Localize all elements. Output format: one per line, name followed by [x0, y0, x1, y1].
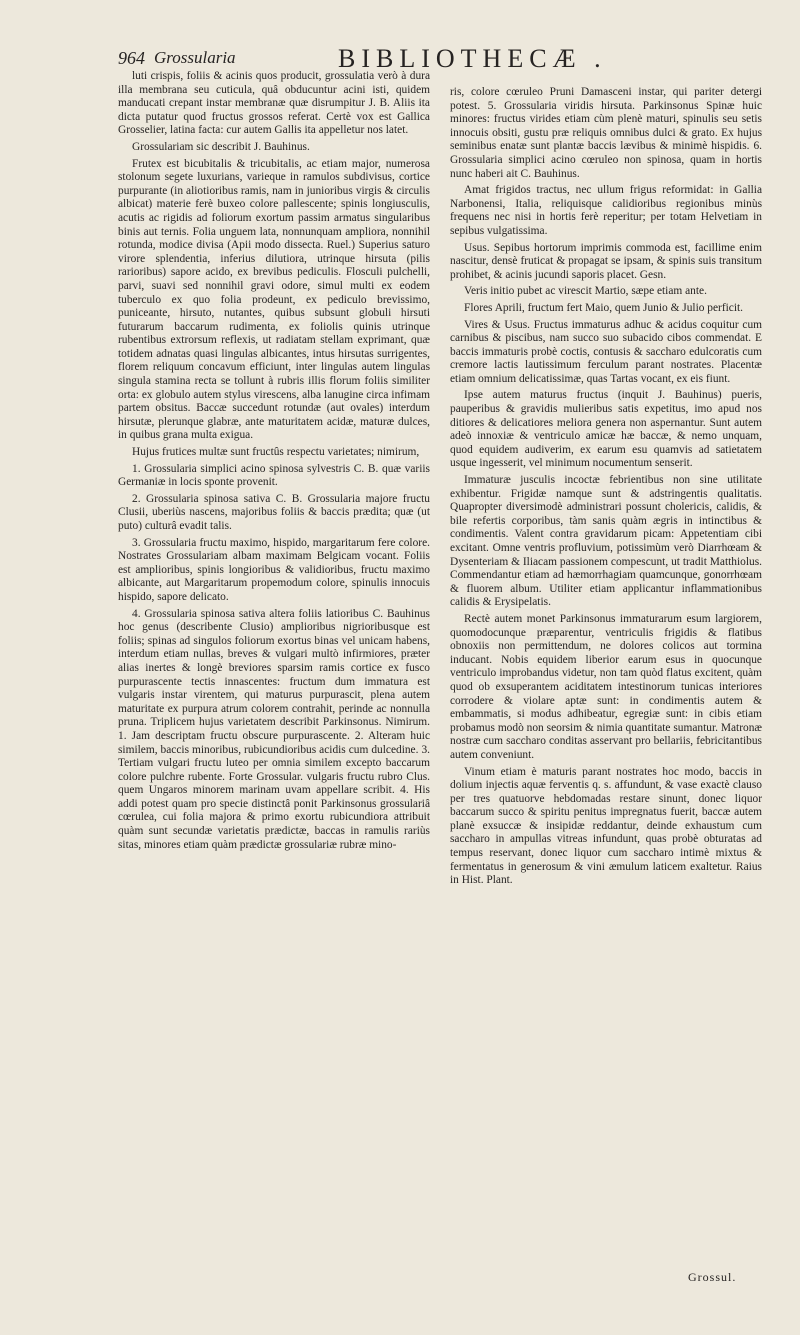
paragraph: 2. Grossularia spinosa sativa C. B. Grossularia majore fructu Clusii, uberiùs nascens, majoribus foliis & baccis prædita; quæ (ut puto) culturâ evadit talis.: [118, 492, 430, 532]
paragraph: Vires & Usus. Fructus immaturus adhuc & acidus coquitur cum carnibus & piscibus, nam succo suo subacido cibos commendat. E baccis immaturis probè coctis, contusis & saccharo edulcoratis cum cremore lactis lautissimum ferculum parant nostrates. Placentæ etiam omnium delicatissimæ, quas Tartas vocant, ex eis fiunt.: [450, 318, 762, 385]
paragraph: Veris initio pubet ac virescit Martio, sæpe etiam ante.: [464, 285, 707, 298]
left-column: [118, 70, 430, 855]
running-head: Grossularia: [154, 48, 236, 67]
catchword: Grossul.: [688, 1270, 737, 1284]
paragraph: ris, colore cœruleo Pruni Damasceni instar, qui pariter detergi potest. 5. Grossularia viridis hirsuta. Parkinsonus Spinæ huic minores: fructus virides etiam cùm plenè maturi, spinulis seu setis innocuis obsiti, gustu præ reliquis omnibus dulci & grato. Ex hujus seminibus enatæ sunt plantæ baccis lævibus & minimè hispidis. 6. Grossularia simplici acino cœruleo non spinosa, quam in hortis nunc haberi ait C. Bauhinus.: [450, 86, 762, 180]
paragraph: Usus. Sepibus hortorum imprimis commoda est, facillime enim nascitur, densè fruticat & propagat se ipsam, & spinis suis transitum prohibet, & acinis jucundi saporis placet. Gesn.: [450, 241, 762, 281]
right-column: [450, 86, 762, 891]
paragraph: Vinum etiam è maturis parant nostrates hoc modo, baccis in dolium injectis aquæ ferventis q. s. affundunt, & vase exactè clauso per tres quatuorve hebdomadas restare sinunt, donec liquor baccarum succo & spiritu penitus impregnatus fuerit, baccæ autem planè exsuccæ & insipidæ reddantur, deinde exhaustum cum saccharo in ampullas vitreas infundunt, quas probè obturatas ad tempus reservant, donec liquor cum saccharo intimè mixtus & fermentatus in generosum & vini æmulum laticem exaltetur. Raius in Hist. Plant.: [450, 765, 762, 887]
paragraph: Immaturæ jusculis incoctæ febrientibus non sine utilitate exhibentur. Frigidæ namque sunt & adstringentis qualitatis. Quapropter diversimodè administrari possunt cholericis, calidis, & bile refertis corporibus, tàm sanis quàm ægris in intinctibus & condimentis. Valent contra gravidarum picam: Appetentiam cibi excitant. Omne ventris profluvium, potissimùm verò Diarrhœam & Dysenteriam & Iliacam passionem compescunt, ut tradit Matthiolus. Commendantur etiam ad hæmorrhagiam quamcunque, gonorrhœam & fluorem album. Utiliter etiam applicantur inflammationibus calidis & Erysipelatis.: [450, 474, 762, 609]
paragraph: Amat frigidos tractus, nec ullum frigus reformidat: in Gallia Narbonensi, Italia, reliquisque calidioribus regionibus minùs frequens nec nisi in hortis ferè reperitur; per totam Helvetiam in sepibus vulgatissima.: [450, 184, 762, 237]
paragraph: luti crispis, foliis & acinis quos producit, grossulatia verò à dura illa membrana seu cuticula, quâ obducuntur acini isti, quidem manducati crepant instar membranæ quæ disrumpitur J. B. Aliis ita dicta putatur quod fructus grossos referat. Certè vox est Gallica Grosselier, latina facta: cur autem Gallis ita appelletur nos latet.: [118, 70, 430, 137]
paragraph: 1. Grossularia simplici acino spinosa sylvestris C. B. quæ variis Germaniæ in locis sponte provenit.: [118, 462, 430, 489]
paragraph: 4. Grossularia spinosa sativa altera foliis latioribus C. Bauhinus hoc genus (describente Clusio) amplioribus nigrioribusque est foliis; spinas ad singulos foliorum exortus binas vel unicam habens, interdum etiam nullas, breves & vulgari multò infirmiores, præter alias inertes & longè breviores sparsim ramis cortice ex fusco purpurascente tectis innascentes: fructum dum immatura est vulgaris instar virentem, qui maturus purpurascit, plena autem maturitate ex purpura atrum colorem contrahit, perinde ac nonnulla pruna. Triplicem hujus varietatem describit Parkinsonus. Nimirum. 1. Jam descriptam fructu obscure purpurascente. 2. Alteram huic similem, baccis minoribus, rubicundioribus acidis cum dulcedine. 3. Tertiam vulgari fructu luteo per omnia similem excepto baccarum colore pulchre rubente. Forte Grossular. vulgaris fructu rubro Clus. quem Ungaros minorem marinam uvam appellare scribit. 4. His addi potest quam pro specie distinctâ ponit Parkinsonus grossulariâ cœrulea, cui folia majora & primo exortu rubicundiora attribuit quàm sunt secundæ varietatis prædictæ, baccas in ramulis rariùs sitas, minores etiam quàm prædictæ grossulariæ rubræ mino-: [118, 607, 430, 851]
page-number: 964: [118, 48, 145, 68]
paragraph: Rectè autem monet Parkinsonus immaturarum esum largiorem, quomodocunque præparentur, ventriculis frigidis & flatibus obnoxiis non permittendum, ne dolores colicos aut tormina inducant. Nobis equidem liberior earum esus in quocunque ventriculo improbandus videtur, non tam quòd flatus excitent, quàm quod ob exsuperantem aciditatem intestinorum tunicas interiores corrodere & violare aptæ sunt: in condimentis autem & embammatis, si modus adhibeatur, egregiæ sunt: in cibis etiam probamus modò non seorsim & nimia quantitate sumantur. Matronæ nostræ cum saccharo conditas asservant pro bellariis, febricitantibus autem conveniunt.: [450, 612, 762, 761]
paragraph: Grossulariam sic describit J. Bauhinus.: [132, 140, 310, 153]
paragraph: Hujus frutices multæ sunt fructûs respectu varietates; nimirum,: [132, 446, 420, 459]
page-title: BIBLIOTHECÆ .: [338, 44, 607, 73]
paragraph: Frutex est bicubitalis & tricubitalis, ac etiam major, numerosa stolonum segete luxurians, varieque in ramulos subdivisus, cortice purpurante (in aliotioribus ramis, nam in junioribus virgis & circulis albicat) materie ferè buxeo colore pallescente; spinis longiusculis, acutis ac rigidis ad foliorum exortum passim armatus singularibus binis aut ternis. Folia unguem lata, nonnunquam ampliora, nonnihil rotunda, modice divisa (Apii modo dissecta. Ruel.) Superius saturo virore splendentia, inferius dilutiora, utrinque hirsuta (pilis rarioribus) sapore acido, ex brevibus pediculis. Flosculi pulchelli, parvi, suavi sed nonnihil gravi odore, simul multi ex eodem tuberculo ex quo folia prodeunt, ex pediculo brevissimo, puniceante, hirsuto, nutantes, quibus subsunt globuli hirsuti futurarum baccarum rudimenta, ex foliolis quinis utrinque rubentibus extrorsum reflexis, ut radiatam stellam exprimant, quæ totidem adnatas quasi lingulas albicantes, intus hirsutas surrigentes, florem reliquum concavum efficiunt, inter lingulas autem lingulas singula stamina recta se tollunt à rubris illis florum foliis similiter orta: ex globulo autem stylus virescens, alba lanugine circa infimam partem obsitus. Baccæ succedunt rotundæ (aut ovales) interdum hirsutæ, plerunque glabræ, ante maturitatem acidæ, maturæ dulces, in quibus grana multa exigua.: [118, 157, 430, 442]
paragraph: 3. Grossularia fructu maximo, hispido, margaritarum fere colore. Nostrates Grossulariam albam maximam Belgicam vocant. Foliis est amplioribus, spinis longioribus & validioribus, fructu maximo albicante, aut Margaritarum propemodum colore, spinulis innocuis hispido, sapore delicato.: [118, 536, 430, 603]
paragraph: Flores Aprili, fructum fert Maio, quem Junio & Julio perficit.: [464, 301, 744, 314]
paragraph: Ipse autem maturus fructus (inquit J. Bauhinus) pueris, pauperibus & gravidis mulieribus satis expetitus, imo apud nos ditiores & delicatiores meliora genera non aspernantur. Sunt autem adeò innoxiæ & ventriculo amicæ hæ baccæ, & nemo unquam, quod equidem audiverim, ex earum esu quamvis ad satietatem usque ingesserit, vel minimum nocumentum senserit.: [450, 389, 762, 470]
